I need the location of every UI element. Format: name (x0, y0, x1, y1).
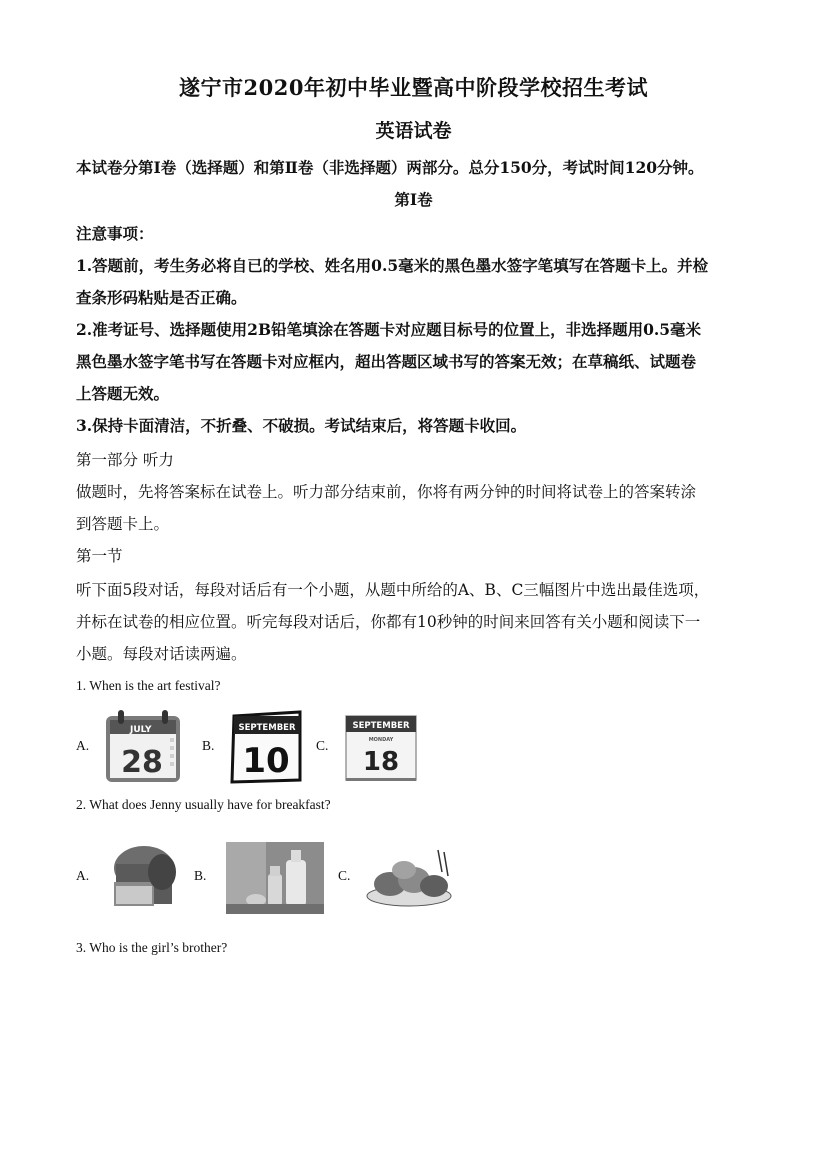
part1-heading: 第一部分 听力 (76, 451, 174, 469)
notice-item-2-line-3: 上答题无效。 (76, 384, 170, 403)
q1-a-month: JULY (130, 725, 152, 735)
q1-b-month: SEPTEMBER (238, 723, 296, 733)
q1-option-c-label: C. (316, 738, 329, 753)
exam-intro: 本试卷分第Ⅰ卷（选择题）和第Ⅱ卷（非选择题）两部分。总分150分，考试时间120分钟。 (76, 158, 704, 177)
q2-option-b-label: B. (194, 868, 207, 883)
q2-option-a-label: A. (76, 868, 90, 883)
notice-heading: 注意事项： (76, 224, 154, 243)
section1-line-2: 并标在试卷的相应位置。听完每段对话后，你都有10秒钟的时间来回答有关小题和阅读下一 (76, 613, 701, 631)
q1-option-a-label: A. (76, 738, 90, 753)
notice-item-2-line-1: 2.准考证号、选择题使用2B铅笔填涂在答题卡对应题目标号的位置上，非选择题用0.5毫米 (76, 320, 702, 339)
dumplings-icon (364, 846, 454, 908)
q1-c-day: 18 (362, 747, 400, 777)
notice-item-3: 3.保持卡面清洁，不折叠、不破损。考试结束后，将答题卡收回。 (76, 416, 527, 435)
volume-title: 第Ⅰ卷 (394, 190, 433, 209)
section1-heading: 第一节 (76, 547, 123, 565)
q1-c-month: SEPTEMBER (352, 721, 410, 731)
notice-item-1-line-2: 查条形码粘贴是否正确。 (76, 288, 247, 307)
exam-subtitle: 英语试卷 (375, 120, 452, 142)
q1-b-day: 10 (242, 741, 290, 781)
exam-title: 遂宁市2020年初中毕业暨高中阶段学校招生考试 (179, 75, 648, 100)
q1-a-day: 28 (121, 745, 163, 780)
calendar-september-10-icon (228, 710, 304, 784)
part1-desc-line-2: 到答题卡上。 (76, 515, 170, 533)
milk-bottles-icon (226, 842, 324, 914)
calendar-july-28-icon (104, 708, 184, 784)
section1-line-3: 小题。每段对话读两遍。 (76, 645, 247, 663)
notice-item-1-line-1: 1.答题前，考生务必将自已的学校、姓名用0.5毫米的黑色墨水签字笔填写在答题卡上。并检 (76, 256, 709, 275)
question-3: 3. Who is the girl’s brother? (76, 940, 228, 955)
calendar-september-18-icon (342, 712, 420, 784)
question-1: 1. When is the art festival? (76, 678, 221, 693)
bread-icon (104, 842, 180, 910)
q2-option-c-label: C. (338, 868, 351, 883)
part1-desc-line-1: 做题时，先将答案标在试卷上。听力部分结束前，你将有两分钟的时间将试卷上的答案转涂 (76, 483, 697, 501)
section1-line-1: 听下面5段对话，每段对话后有一个小题，从题中所给的A、B、C三幅图片中选出最佳选项， (76, 581, 710, 599)
question-2: 2. What does Jenny usually have for breakfast? (76, 797, 331, 812)
q1-c-weekday: MONDAY (368, 737, 394, 743)
q1-option-b-label: B. (202, 738, 215, 753)
notice-item-2-line-2: 黑色墨水签字笔书写在答题卡对应框内，超出答题区域书写的答案无效；在草稿纸、试题卷 (76, 352, 697, 371)
